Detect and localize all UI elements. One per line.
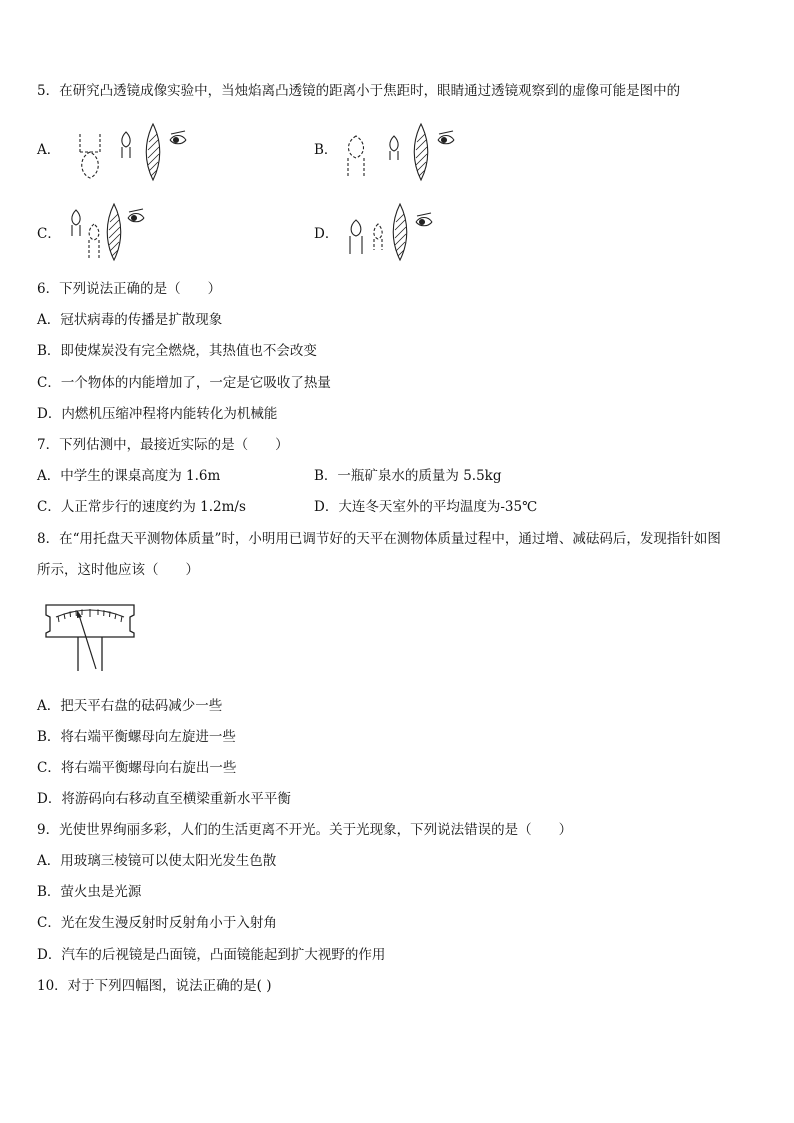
q9-option-a: A．用玻璃三棱镜可以使太阳光发生色散	[37, 853, 277, 869]
eye-icon	[170, 131, 186, 144]
q7-option-d: D．大连冬天室外的平均温度为-35℃	[314, 499, 538, 515]
q6-option-d: D．内燃机压缩冲程将内能转化为机械能	[37, 406, 278, 422]
eye-icon	[128, 209, 144, 222]
scale-support	[78, 637, 102, 671]
q5-option-d-label: D．	[314, 226, 339, 242]
scale-ticks	[58, 609, 122, 622]
eye-icon	[416, 213, 432, 226]
candle-icon	[72, 210, 80, 236]
q6-option-b: B．即使煤炭没有完全燃烧，其热值也不会改变	[37, 343, 317, 359]
q5-figure-d	[340, 200, 450, 266]
convex-lens-icon	[414, 124, 428, 180]
q10-stem: 10．对于下列四幅图，说法正确的是( )	[37, 978, 272, 994]
candle-icon	[350, 220, 362, 254]
q5-option-c-label: C．	[37, 226, 61, 242]
q5-option-b-label: B．	[314, 142, 338, 158]
q5-figure-b	[340, 118, 470, 184]
q8-option-a: A．把天平右盘的砝码减少一些	[37, 698, 223, 714]
q9-option-d: D．汽车的后视镜是凸面镜，凸面镜能起到扩大视野的作用	[37, 947, 386, 963]
q8-option-d: D．将游码向右移动直至横梁重新水平平衡	[37, 791, 291, 807]
q8-stem-line1: 8．在“用托盘天平测物体质量”时，小明用已调节好的天平在测物体质量过程中，通过增、减砝码后，发现指针如图	[37, 531, 721, 547]
q5-figure-c	[62, 200, 172, 266]
eye-icon	[438, 131, 454, 144]
balance-scale-figure	[40, 595, 140, 673]
convex-lens-icon	[393, 204, 407, 260]
convex-lens-icon	[146, 124, 160, 180]
q5-figure-a	[70, 118, 200, 184]
pointer-needle	[77, 610, 96, 669]
q7-option-c: C．人正常步行的速度约为 1.2m/s	[37, 499, 246, 515]
q8-stem-line2: 所示，这时他应该（ ）	[37, 562, 199, 578]
q7-stem: 7．下列估测中，最接近实际的是（ ）	[37, 437, 289, 453]
q8-option-c: C．将右端平衡螺母向右旋出一些	[37, 760, 237, 776]
q8-option-b: B．将右端平衡螺母向左旋进一些	[37, 729, 236, 745]
candle-icon	[390, 136, 398, 160]
virtual-image-small	[374, 224, 382, 250]
convex-lens-icon	[107, 204, 121, 260]
q7-option-a: A．中学生的课桌高度为 1.6m	[37, 468, 221, 484]
q9-option-b: B．萤火虫是光源	[37, 884, 142, 900]
q9-stem: 9．光使世界绚丽多彩，人们的生活更离不开光。关于光现象，下列说法错误的是（ ）	[37, 822, 573, 838]
q6-option-c: C．一个物体的内能增加了，一定是它吸收了热量	[37, 375, 331, 391]
q6-option-a: A．冠状病毒的传播是扩散现象	[37, 312, 223, 328]
q5-stem: 5．在研究凸透镜成像实验中，当烛焰离凸透镜的距离小于焦距时，眼睛通过透镜观察到的虚像可能是图中的	[37, 83, 681, 99]
virtual-image-upright	[348, 136, 364, 178]
q9-option-c: C．光在发生漫反射时反射角小于入射角	[37, 915, 277, 931]
q7-option-b: B．一瓶矿泉水的质量为 5.5kg	[314, 468, 502, 484]
virtual-image-inverted	[80, 134, 100, 178]
candle-icon	[122, 132, 130, 158]
q5-option-a-label: A．	[37, 142, 61, 158]
q6-stem: 6．下列说法正确的是（ ）	[37, 281, 222, 297]
virtual-image-small	[89, 224, 99, 258]
